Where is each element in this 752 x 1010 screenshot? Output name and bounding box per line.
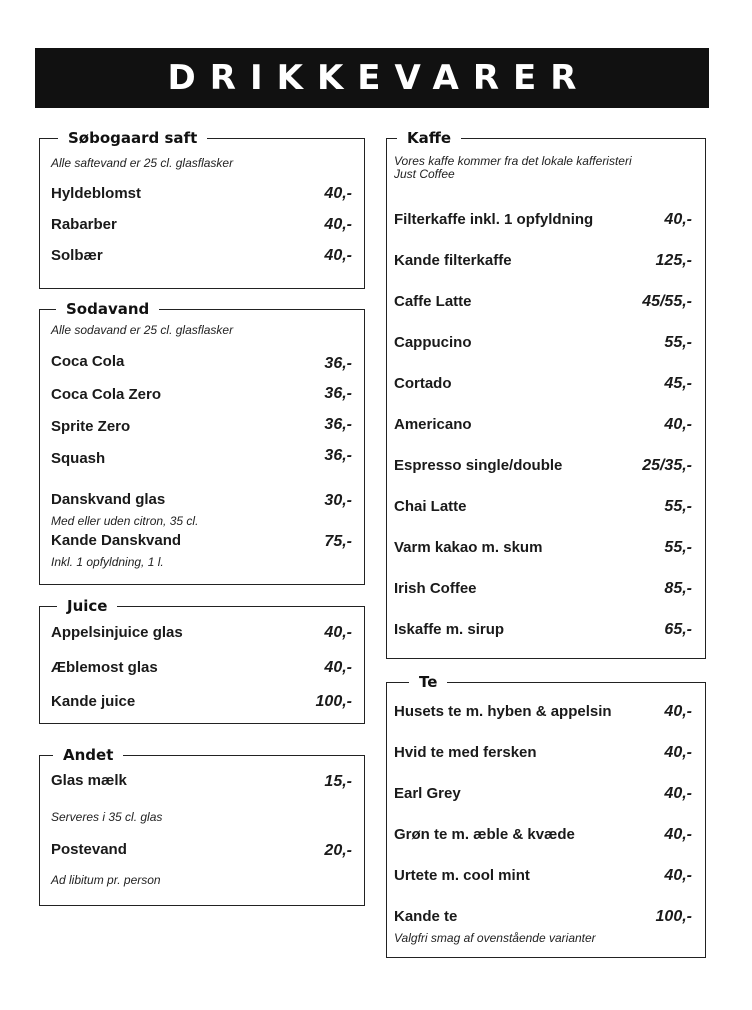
menu-item-name: Solbær xyxy=(51,247,103,264)
menu-item-name: Kande te xyxy=(394,908,458,925)
page-title-banner xyxy=(35,48,709,108)
menu-item-price: 40,- xyxy=(324,185,352,202)
menu-item-name: Filterkaffe inkl. 1 opfyldning xyxy=(394,211,594,228)
menu-item-name: Iskaffe m. sirup xyxy=(394,621,505,638)
menu-item-price: 45/55,- xyxy=(642,293,692,310)
menu-item-name: Varm kakao m. skum xyxy=(394,539,543,556)
menu-item-price: 85,- xyxy=(664,580,692,597)
menu-item-price: 100,- xyxy=(315,693,352,710)
menu-item-name: Rabarber xyxy=(51,216,117,233)
menu-item-note: Med eller uden citron, 35 cl. xyxy=(51,514,199,528)
menu-item-price: 40,- xyxy=(324,624,352,641)
section-saft xyxy=(39,129,365,289)
menu-item-name: Danskvand glas xyxy=(51,491,166,508)
menu-item-price: 40,- xyxy=(324,247,352,264)
menu-item-price: 15,- xyxy=(324,773,352,790)
section-kaffe-title: Kaffe xyxy=(397,129,461,147)
menu-item-price: 40,- xyxy=(324,659,352,676)
section-kaffe xyxy=(386,129,706,659)
menu-item-name: Appelsinjuice glas xyxy=(51,624,183,641)
menu-item-name: Kande Danskvand xyxy=(51,532,182,549)
menu-item-name: Caffe Latte xyxy=(394,293,472,310)
menu-item-price: 40,- xyxy=(664,416,692,433)
page-title: DRIKKEVARER xyxy=(167,58,591,98)
menu-item-name: Irish Coffee xyxy=(394,580,477,597)
menu-item-price: 75,- xyxy=(324,533,352,550)
menu-item-name: Husets te m. hyben & appelsin xyxy=(394,703,612,720)
menu-item-price: 25/35,- xyxy=(642,457,692,474)
menu-item-name: Earl Grey xyxy=(394,785,461,802)
menu-item-price: 36,- xyxy=(324,385,352,402)
menu-item-note: Serveres i 35 cl. glas xyxy=(51,810,163,824)
menu-item-price: 40,- xyxy=(324,216,352,233)
section-andet xyxy=(39,746,365,906)
section-saft-note: Alle saftevand er 25 cl. glasflasker xyxy=(51,156,234,170)
menu-item-price: 40,- xyxy=(664,826,692,843)
menu-item-name: Espresso single/double xyxy=(394,457,563,474)
menu-item-price: 125,- xyxy=(655,252,692,269)
menu-item-name: Glas mælk xyxy=(51,772,127,789)
section-andet-title: Andet xyxy=(53,746,123,764)
menu-item-note: Ad libitum pr. person xyxy=(51,873,161,887)
menu-item-name: Chai Latte xyxy=(394,498,467,515)
menu-item-price: 55,- xyxy=(664,334,692,351)
menu-item-name: Grøn te m. æble & kvæde xyxy=(394,826,575,843)
section-saft-title: Søbogaard saft xyxy=(58,129,207,147)
section-kaffe-note-2: Just Coffee xyxy=(394,167,455,181)
menu-item-price: 40,- xyxy=(664,867,692,884)
menu-item-price: 55,- xyxy=(664,539,692,556)
menu-item-price: 20,- xyxy=(324,842,352,859)
menu-item-name: Kande filterkaffe xyxy=(394,252,512,269)
menu-item-price: 36,- xyxy=(324,355,352,372)
menu-item-name: Æblemost glas xyxy=(51,659,158,676)
menu-item-name: Postevand xyxy=(51,841,127,858)
menu-item-price: 40,- xyxy=(664,211,692,228)
menu-item-name: Squash xyxy=(51,450,106,467)
menu-item-name: Coca Cola Zero xyxy=(51,386,162,403)
menu-item-price: 40,- xyxy=(664,703,692,720)
menu-item-name: Americano xyxy=(394,416,472,433)
menu-item-name: Hvid te med fersken xyxy=(394,744,537,761)
menu-item-price: 100,- xyxy=(655,908,692,925)
menu-item-price: 40,- xyxy=(664,785,692,802)
section-te-title: Te xyxy=(409,673,447,691)
menu-item-name: Coca Cola xyxy=(51,353,125,370)
section-sodavand-title: Sodavand xyxy=(56,300,159,318)
menu-item-price: 40,- xyxy=(664,744,692,761)
menu-item-name: Cortado xyxy=(394,375,452,392)
menu-item-price: 55,- xyxy=(664,498,692,515)
section-juice xyxy=(39,597,365,724)
section-kaffe-note: Vores kaffe kommer fra det lokale kafferisteri xyxy=(394,154,632,168)
menu-item-price: 36,- xyxy=(324,447,352,464)
menu-item-price: 65,- xyxy=(664,621,692,638)
menu-item-name: Hyldeblomst xyxy=(51,185,142,202)
menu-item-name: Kande juice xyxy=(51,693,136,710)
menu-item-name: Urtete m. cool mint xyxy=(394,867,530,884)
section-juice-title: Juice xyxy=(57,597,117,615)
section-te xyxy=(386,673,706,958)
menu-item-name: Cappucino xyxy=(394,334,472,351)
section-sodavand-note: Alle sodavand er 25 cl. glasflasker xyxy=(51,323,234,337)
menu-item-name: Sprite Zero xyxy=(51,418,131,435)
menu-item-price: 30,- xyxy=(324,492,352,509)
menu-item-price: 36,- xyxy=(324,416,352,433)
menu-item-price: 45,- xyxy=(664,375,692,392)
menu-item-note: Valgfri smag af ovenstående varianter xyxy=(394,931,596,945)
section-sodavand xyxy=(39,300,365,585)
menu-item-note: Inkl. 1 opfyldning, 1 l. xyxy=(51,555,164,569)
